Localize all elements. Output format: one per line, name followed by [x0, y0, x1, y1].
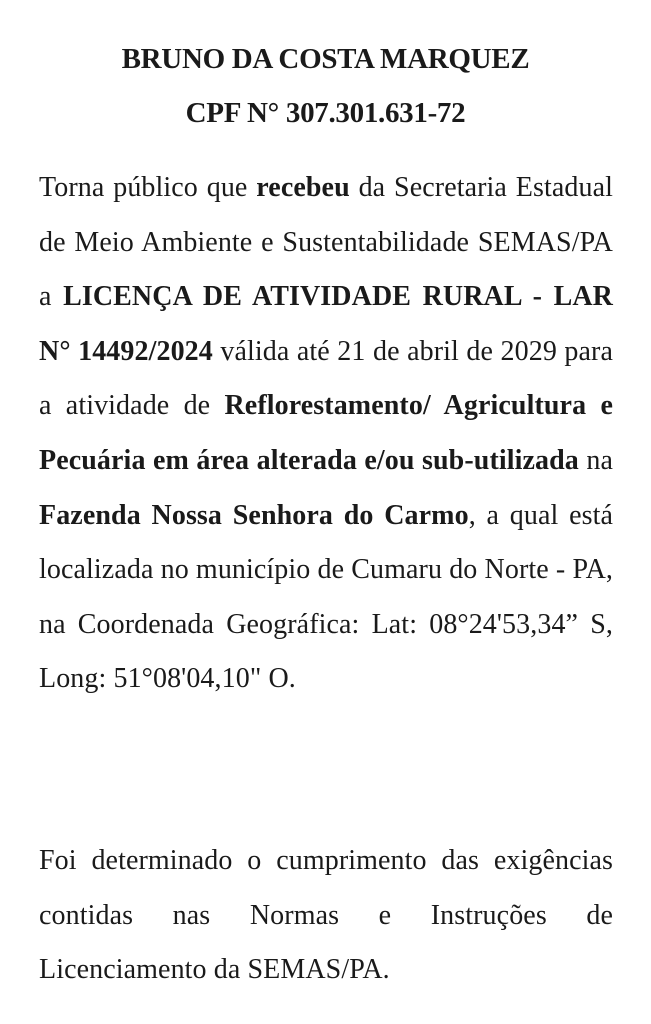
farm-location: , a qual está localizada no município de Cumaru do Norte - PA, na Coordenada Geográfica: Lat: 08°24'53,34” S, Long: 51°08'04,10" O.	[39, 499, 614, 695]
notice-connector: na	[578, 444, 614, 476]
holder-name: BRUNO DA COSTA MARQUEZ	[121, 43, 530, 75]
holder-cpf: CPF N° 307.301.631-72	[185, 97, 466, 129]
farm-name: Fazenda Nossa Senhora do Carmo	[39, 499, 469, 531]
requirements-paragraph: Foi determinado o cumprimento das exigências contidas nas Normas e Instruções de Licenciamento da SEMAS/PA.	[39, 845, 613, 986]
licensed-activity: Reflorestamento/ Agricultura e Pecuária em área alterada e/ou sub-utilizada	[39, 390, 613, 476]
license-title: LICENÇA DE ATIVIDADE RURAL - LAR N° 14492/2024	[39, 281, 613, 367]
notice-issuer: da Secretaria Estadual de Meio Ambiente e Sustentabilidade SEMAS/PA a	[39, 172, 613, 313]
notice-received: recebeu	[256, 172, 350, 203]
notice-intro: Torna público que	[39, 172, 257, 203]
license-validity: válida até 21 de abril de 2029 para a atividade de	[39, 335, 613, 422]
license-notice-paragraph	[39, 161, 613, 707]
